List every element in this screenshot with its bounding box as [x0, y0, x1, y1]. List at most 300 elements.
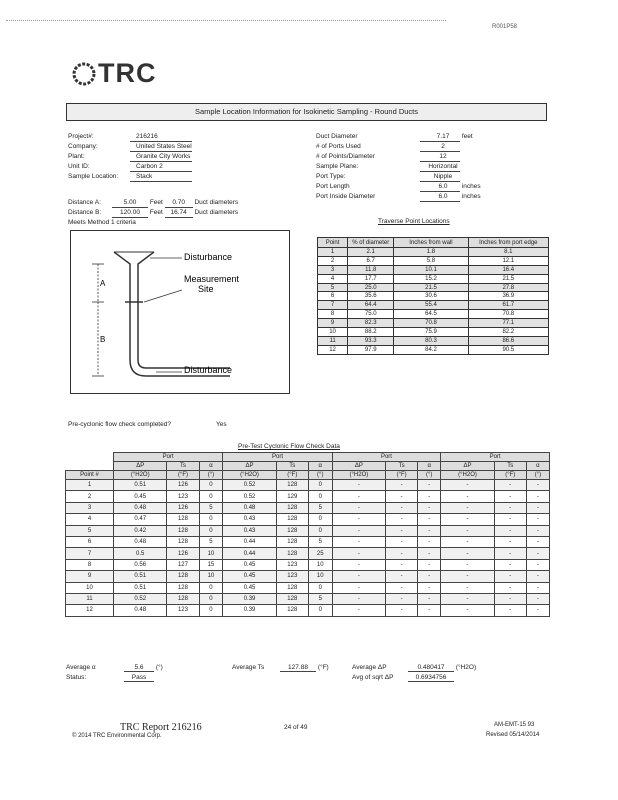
check-cell: 0: [199, 582, 223, 593]
check-cell: 126: [167, 480, 199, 491]
traverse-row: [318, 301, 549, 310]
avg-ts-label: Average Ts: [232, 664, 265, 671]
check-cell: 0: [308, 480, 332, 491]
measure-header: ΔP: [332, 462, 385, 471]
traverse-cell: 80.3: [394, 336, 468, 345]
traverse-cell: 7: [318, 301, 348, 310]
check-cell: -: [494, 593, 526, 604]
check-cell: 123: [276, 559, 308, 570]
check-cell: -: [418, 536, 441, 547]
info-label: # of Points/Diameter: [316, 153, 375, 160]
check-cell: -: [386, 514, 418, 525]
unit-header: (°): [526, 471, 549, 480]
traverse-cell: 93.3: [348, 336, 394, 345]
info-label: Duct Diameter: [316, 133, 358, 140]
check-cell: 128: [167, 514, 199, 525]
traverse-cell: 36.9: [468, 292, 548, 301]
check-cell: -: [526, 502, 549, 513]
avg-dp-value: 0.480417: [408, 664, 454, 672]
sqrt-dp-value: 0.6934756: [408, 674, 454, 682]
check-cell: 0.51: [114, 480, 167, 491]
avg-dp-unit: (°H2O): [455, 664, 477, 671]
check-cell: 25: [308, 548, 332, 559]
check-cell: -: [418, 502, 441, 513]
check-cell: 0: [199, 480, 223, 491]
unit-header: (°): [418, 471, 441, 480]
check-cell: 10: [199, 571, 223, 582]
check-cell: -: [494, 502, 526, 513]
info-unit: inches: [461, 183, 481, 190]
traverse-cell: 2: [318, 256, 348, 265]
check-cell: -: [526, 593, 549, 604]
traverse-row: [318, 292, 549, 301]
traverse-cell: 16.4: [468, 265, 548, 274]
traverse-row: [318, 256, 549, 265]
info-value: Granite City Works: [130, 152, 192, 162]
check-cell: 0.39: [223, 605, 276, 616]
check-cell: 0.39: [223, 593, 276, 604]
check-cell: 128: [167, 582, 199, 593]
check-cell: 128: [276, 514, 308, 525]
cyclonic-question: Pre-cyclonic flow check completed?: [68, 421, 171, 428]
check-row: [66, 525, 550, 536]
unit-header: (°F): [386, 471, 418, 480]
corner-cell: [66, 453, 114, 471]
top-dotted-rule: [6, 20, 446, 21]
traverse-cell: 6: [318, 292, 348, 301]
avg-alpha-label: Average α: [66, 664, 96, 671]
info-unit: feet: [461, 133, 473, 140]
check-cell: -: [441, 480, 494, 491]
page-id: R001P58: [492, 24, 518, 30]
traverse-cell: 9: [318, 319, 348, 328]
check-cell: 128: [276, 605, 308, 616]
check-cell: 128: [276, 582, 308, 593]
sqrt-dp-label: Avg of sqrt ΔP: [352, 674, 394, 681]
info-value: 6.0: [420, 182, 460, 192]
traverse-row: [318, 283, 549, 292]
check-cell: -: [494, 559, 526, 570]
unit-header: (°F): [167, 471, 199, 480]
check-cell: -: [441, 559, 494, 570]
point-number: 1: [66, 480, 114, 491]
check-cell: 0: [199, 593, 223, 604]
check-title: Pre-Test Cyclonic Flow Check Data: [238, 443, 340, 450]
point-label: Point #: [66, 471, 114, 480]
check-cell: 0.56: [114, 559, 167, 570]
check-cell: 5: [308, 593, 332, 604]
measure-header: ΔP: [114, 462, 167, 471]
point-number: 6: [66, 536, 114, 547]
traverse-cell: 82.2: [468, 328, 548, 337]
traverse-cell: 1: [318, 248, 348, 257]
check-cell: 10: [308, 571, 332, 582]
footer-copyright: © 2014 TRC Environmental Corp.: [72, 733, 162, 739]
logo-text: TRC: [98, 58, 157, 88]
check-cell: 0.48: [223, 502, 276, 513]
distances: [68, 198, 238, 227]
distance-diam: 0.70: [165, 198, 193, 208]
unit-header: (°): [308, 471, 332, 480]
check-row: [66, 559, 550, 570]
info-value: Carbon 2: [130, 162, 192, 172]
traverse-cell: 64.4: [348, 301, 394, 310]
check-cell: -: [386, 593, 418, 604]
check-cell: -: [418, 605, 441, 616]
check-cell: 0.43: [223, 525, 276, 536]
form-title: Sample Location Information for Isokinetic Sampling - Round Ducts: [66, 103, 547, 121]
check-cell: -: [494, 605, 526, 616]
check-cell: 5: [308, 536, 332, 547]
avg-ts-unit: (°F): [317, 664, 329, 671]
check-cell: 128: [167, 536, 199, 547]
traverse-header: Inches from wall: [394, 238, 468, 248]
traverse-cell: 35.6: [348, 292, 394, 301]
check-cell: -: [494, 525, 526, 536]
check-cell: -: [418, 548, 441, 559]
check-cell: -: [332, 491, 385, 502]
check-cell: 0: [199, 525, 223, 536]
info-unit: inches: [461, 193, 481, 200]
traverse-cell: 11: [318, 336, 348, 345]
traverse-cell: 8.1: [468, 248, 548, 257]
check-cell: 128: [167, 525, 199, 536]
check-cell: -: [526, 582, 549, 593]
distance-diam: 16.74: [165, 208, 193, 218]
check-cell: 128: [167, 593, 199, 604]
traverse-cell: 12.1: [468, 256, 548, 265]
check-cell: -: [526, 491, 549, 502]
info-value: 2: [420, 142, 460, 152]
check-cell: 0: [199, 491, 223, 502]
info-value: 216216: [130, 132, 192, 142]
avg-alpha-unit: (°): [155, 664, 163, 671]
check-cell: -: [418, 559, 441, 570]
traverse-cell: 10.1: [394, 265, 468, 274]
check-cell: -: [386, 559, 418, 570]
measure-header: α: [526, 462, 549, 471]
avg-ts-value: 127.88: [280, 664, 316, 672]
info-label: Sample Plane:: [316, 163, 359, 170]
check-cell: 5: [199, 502, 223, 513]
check-cell: 128: [276, 548, 308, 559]
traverse-cell: 70.8: [394, 319, 468, 328]
info-value: 12: [420, 152, 460, 162]
check-cell: -: [494, 514, 526, 525]
check-cell: 0.44: [223, 536, 276, 547]
traverse-cell: 55.4: [394, 301, 468, 310]
check-cell: 123: [167, 605, 199, 616]
traverse-cell: 2.1: [348, 248, 394, 257]
check-cell: -: [441, 502, 494, 513]
check-cell: 0: [199, 605, 223, 616]
check-cell: -: [332, 582, 385, 593]
status-label: Status:: [66, 674, 87, 681]
check-cell: -: [332, 593, 385, 604]
check-cell: 0: [308, 605, 332, 616]
port-group-header: Port: [332, 453, 441, 462]
check-cell: 129: [276, 491, 308, 502]
port-group-header: Port: [441, 453, 550, 462]
footer-report: TRC Report 216216: [120, 722, 202, 733]
check-cell: -: [418, 480, 441, 491]
label-b: B: [100, 335, 106, 344]
check-cell: 0: [308, 514, 332, 525]
check-cell: -: [332, 514, 385, 525]
point-number: 12: [66, 605, 114, 616]
check-row: [66, 605, 550, 616]
info-value: 7.17: [420, 132, 460, 142]
check-cell: -: [418, 491, 441, 502]
check-cell: -: [332, 571, 385, 582]
traverse-cell: 75.0: [348, 310, 394, 319]
check-cell: 0.48: [114, 536, 167, 547]
check-cell: -: [418, 593, 441, 604]
traverse-table: [317, 237, 549, 355]
traverse-cell: 5.8: [394, 256, 468, 265]
traverse-cell: 5: [318, 283, 348, 292]
check-cell: -: [494, 536, 526, 547]
traverse-cell: 84.2: [394, 345, 468, 354]
check-cell: 5: [199, 536, 223, 547]
info-label: # of Ports Used: [316, 143, 361, 150]
check-cell: 0.52: [223, 480, 276, 491]
check-cell: -: [386, 548, 418, 559]
label-measurement: Measurement: [184, 274, 240, 284]
traverse-cell: 88.2: [348, 328, 394, 337]
traverse-cell: 64.5: [394, 310, 468, 319]
measure-header: Ts: [167, 462, 199, 471]
check-cell: -: [418, 525, 441, 536]
check-cell: 0.52: [223, 491, 276, 502]
trc-logo-icon: [72, 62, 96, 86]
measure-header: Ts: [386, 462, 418, 471]
port-group-header: Port: [114, 453, 223, 462]
traverse-header: % of diameter: [348, 238, 394, 248]
avg-alpha-value: 5.6: [124, 664, 154, 672]
label-a: A: [100, 279, 106, 288]
traverse-title: Traverse Point Locations: [378, 218, 450, 225]
check-cell: -: [332, 559, 385, 570]
measure-header: Ts: [276, 462, 308, 471]
summary-left: [66, 664, 163, 682]
check-cell: 0.51: [114, 582, 167, 593]
check-cell: 0: [199, 514, 223, 525]
check-cell: -: [526, 525, 549, 536]
measure-header: ΔP: [223, 462, 276, 471]
traverse-row: [318, 336, 549, 345]
check-row: [66, 491, 550, 502]
check-cell: 0.5: [114, 548, 167, 559]
check-cell: 0.48: [114, 605, 167, 616]
trc-logo: [72, 58, 157, 89]
traverse-row: [318, 310, 549, 319]
status-value: Pass: [124, 674, 154, 682]
traverse-cell: 11.8: [348, 265, 394, 274]
summary-right: [352, 664, 476, 682]
check-cell: 5: [308, 502, 332, 513]
distance-diam-unit: Duct diameters: [194, 199, 239, 206]
unit-header: (°H2O): [114, 471, 167, 480]
check-row: [66, 480, 550, 491]
check-cell: 0: [308, 525, 332, 536]
traverse-row: [318, 248, 549, 257]
check-cell: 15: [199, 559, 223, 570]
distance-feet: 5.00: [112, 198, 148, 208]
check-cell: -: [494, 571, 526, 582]
traverse-row: [318, 328, 549, 337]
info-value: 6.0: [420, 192, 460, 202]
point-number: 11: [66, 593, 114, 604]
check-row: [66, 571, 550, 582]
info-value: United States Steel: [130, 142, 192, 152]
traverse-row: [318, 345, 549, 354]
check-cell: -: [386, 525, 418, 536]
check-cell: -: [332, 548, 385, 559]
check-cell: 128: [167, 571, 199, 582]
right-info: [316, 132, 481, 202]
traverse-cell: 77.1: [468, 319, 548, 328]
point-number: 2: [66, 491, 114, 502]
traverse-cell: 27.8: [468, 283, 548, 292]
traverse-cell: 1.8: [394, 248, 468, 257]
info-label: Port Type:: [316, 173, 346, 180]
check-cell: -: [526, 536, 549, 547]
check-cell: -: [332, 502, 385, 513]
check-cell: 10: [199, 548, 223, 559]
check-cell: -: [526, 605, 549, 616]
check-cell: 128: [276, 593, 308, 604]
check-cell: 128: [276, 502, 308, 513]
check-cell: 0.45: [223, 571, 276, 582]
check-cell: 126: [167, 548, 199, 559]
check-cell: -: [494, 480, 526, 491]
info-label: Company:: [68, 143, 98, 150]
traverse-cell: 21.5: [468, 274, 548, 283]
check-cell: -: [441, 525, 494, 536]
unit-header: (°F): [494, 471, 526, 480]
info-value: Horizontal: [420, 162, 460, 172]
info-label: Sample Location:: [68, 173, 119, 180]
info-label: Unit ID:: [68, 163, 90, 170]
check-row: [66, 502, 550, 513]
check-cell: -: [386, 491, 418, 502]
point-number: 9: [66, 571, 114, 582]
unit-header: (°H2O): [332, 471, 385, 480]
label-site: Site: [198, 284, 214, 294]
measure-header: ΔP: [441, 462, 494, 471]
check-cell: 128: [276, 480, 308, 491]
point-number: 7: [66, 548, 114, 559]
check-cell: 0.45: [223, 582, 276, 593]
check-cell: -: [441, 514, 494, 525]
check-cell: -: [332, 480, 385, 491]
cyclonic-answer: Yes: [216, 421, 227, 428]
method-note: Meets Method 1 criteria: [68, 219, 136, 226]
port-group-header: Port: [223, 453, 332, 462]
check-cell: -: [332, 536, 385, 547]
check-cell: -: [386, 582, 418, 593]
check-row: [66, 514, 550, 525]
traverse-cell: 8: [318, 310, 348, 319]
measure-header: α: [308, 462, 332, 471]
stack-diagram: [70, 230, 290, 394]
check-cell: 0: [308, 582, 332, 593]
check-cell: 126: [167, 502, 199, 513]
traverse-cell: 17.7: [348, 274, 394, 283]
check-cell: 123: [276, 571, 308, 582]
traverse-cell: 70.8: [468, 310, 548, 319]
unit-header: (°H2O): [223, 471, 276, 480]
distance-label: Distance B:: [68, 209, 102, 216]
left-info: [68, 132, 192, 182]
footer-form: AM-EMT-15 93: [494, 722, 535, 728]
point-number: 4: [66, 514, 114, 525]
info-label: Port Length: [316, 183, 350, 190]
check-cell: -: [441, 491, 494, 502]
traverse-row: [318, 265, 549, 274]
traverse-cell: 86.6: [468, 336, 548, 345]
check-cell: 0.45: [114, 491, 167, 502]
unit-header: (°H2O): [441, 471, 494, 480]
distance-diam-unit: Duct diameters: [194, 209, 239, 216]
point-number: 8: [66, 559, 114, 570]
check-cell: -: [494, 491, 526, 502]
check-cell: -: [526, 514, 549, 525]
check-cell: -: [526, 548, 549, 559]
info-label: Plant:: [68, 153, 85, 160]
check-cell: -: [386, 502, 418, 513]
measure-header: Ts: [494, 462, 526, 471]
check-cell: -: [332, 525, 385, 536]
point-number: 3: [66, 502, 114, 513]
check-cell: 0.45: [223, 559, 276, 570]
check-cell: -: [441, 582, 494, 593]
check-cell: 0.48: [114, 502, 167, 513]
traverse-cell: 82.3: [348, 319, 394, 328]
traverse-cell: 90.5: [468, 345, 548, 354]
check-cell: -: [418, 571, 441, 582]
traverse-row: [318, 274, 549, 283]
traverse-row: [318, 319, 549, 328]
unit-header: (°F): [276, 471, 308, 480]
traverse-cell: 21.5: [394, 283, 468, 292]
traverse-header: Point: [318, 238, 348, 248]
check-cell: 0.44: [223, 548, 276, 559]
footer-revised: Revised 05/14/2014: [486, 732, 540, 738]
check-cell: 128: [276, 525, 308, 536]
traverse-cell: 97.9: [348, 345, 394, 354]
check-cell: -: [386, 480, 418, 491]
traverse-cell: 6.7: [348, 256, 394, 265]
traverse-cell: 10: [318, 328, 348, 337]
distance-feet: 120.00: [112, 208, 148, 218]
check-row: [66, 536, 550, 547]
check-cell: 0.51: [114, 571, 167, 582]
check-cell: 123: [167, 491, 199, 502]
unit-header: (°): [199, 471, 223, 480]
traverse-cell: 12: [318, 345, 348, 354]
info-label: Project#:: [68, 133, 94, 140]
summary-mid: [232, 664, 329, 672]
check-cell: -: [418, 514, 441, 525]
check-cell: 0: [308, 491, 332, 502]
info-value: Stack: [130, 172, 192, 182]
info-value: Nipple: [420, 172, 460, 182]
traverse-cell: 75.9: [394, 328, 468, 337]
check-cell: -: [494, 582, 526, 593]
cyclonic-check-table: [65, 452, 550, 617]
